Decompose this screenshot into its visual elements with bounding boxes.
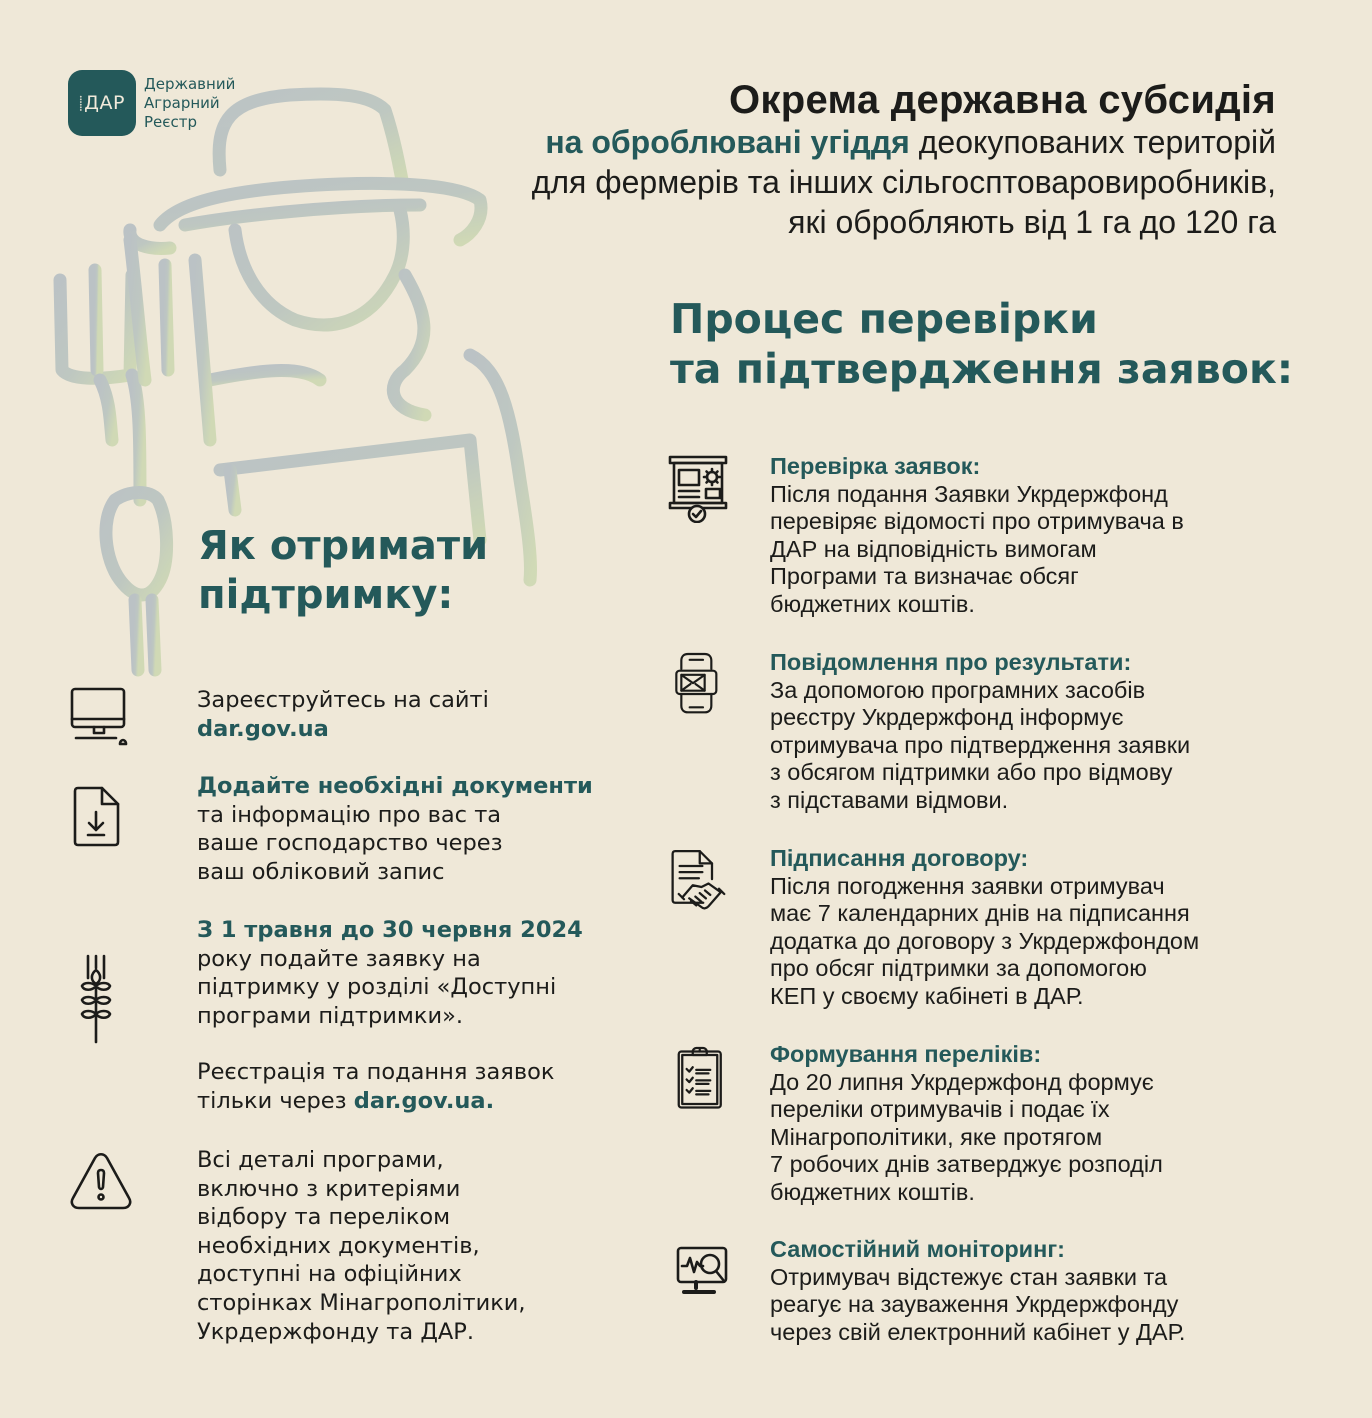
headline-line-2 — [532, 122, 1276, 162]
process-step-lists — [666, 1041, 1306, 1207]
step-line: з обсягом підтримки або про відмову — [770, 759, 1173, 786]
headline-title: Окрема державна субсидія — [728, 78, 1276, 122]
step-line: доступні на офіційних — [197, 1261, 462, 1288]
process-step-check — [666, 453, 1306, 619]
headline-line-4: які обробляють від 1 га до 120 га — [788, 204, 1276, 240]
step-line: про обсяг підтримки за допомогою — [770, 955, 1147, 982]
step-line: тільки через — [197, 1087, 354, 1114]
step-line: Всі деталі програми, — [197, 1147, 444, 1173]
step-title: Перевірка заявок: — [770, 453, 981, 479]
step-line: відбору та переліком — [197, 1204, 451, 1231]
warning-icon — [68, 1150, 134, 1212]
logo-abbr: ДАР — [84, 92, 125, 114]
howto-title — [198, 522, 488, 620]
step-line: За допомогою програмних засобів — [770, 676, 1146, 703]
headline-line-3: для фермерів та інших сільгосптоваровиробників, — [531, 164, 1276, 200]
step-text — [770, 453, 1184, 619]
step-line: з підставами відмови. — [770, 786, 1009, 813]
step-line: переліки отримувачів і подає їх — [770, 1096, 1110, 1123]
step-line: Після погодження заявки отримувач — [770, 872, 1165, 899]
headline-line-2-rest: деокупованих територій — [909, 124, 1276, 160]
step-line: ваше господарство через — [197, 830, 503, 857]
step-line: отримувача про підтвердження заявки — [770, 731, 1191, 758]
step-line: бюджетних коштів. — [770, 590, 975, 617]
step-line: включно з критеріями — [197, 1175, 461, 1202]
logo-line-3: Реєстр — [144, 112, 198, 131]
headline-highlight: на оброблювані угіддя — [545, 124, 910, 160]
step-line: року подайте заявку на — [197, 945, 481, 972]
process-step-notify — [666, 649, 1306, 815]
step-text — [197, 916, 583, 1116]
step-text — [770, 1236, 1185, 1346]
process-title-line-1: Процес перевірки — [670, 295, 1098, 343]
step-line: бюджетних коштів. — [770, 1178, 975, 1205]
settings-window-check-icon — [666, 453, 730, 523]
step-line: необхідних документів, — [197, 1232, 480, 1259]
logo-line-2: Аграрний — [144, 93, 220, 112]
howto-title-line-1: Як отримати — [198, 523, 489, 569]
step-text — [197, 772, 593, 886]
process-title-line-2: та підтвердження заявок: — [670, 345, 1294, 393]
step-line: реагує на зауваження Укрдержфонду — [770, 1291, 1179, 1318]
step-line: Мінагрополітики, яке протягом — [770, 1123, 1103, 1150]
step-line: Програми та визначає обсяг — [770, 563, 1079, 590]
logo-badge — [68, 70, 136, 136]
wheat-icon: ⸽ — [79, 95, 84, 112]
dar-link[interactable]: dar.gov.ua — [197, 715, 329, 742]
step-line: додатка до договору з Укрдержфондом — [770, 927, 1200, 954]
step-line: КЕП у своєму кабінеті в ДАР. — [770, 982, 1084, 1009]
step-line: та інформацію про вас та — [197, 801, 502, 828]
step-line: 7 робочих днів затверджує розподіл — [770, 1151, 1163, 1178]
step-title: Формування переліків: — [770, 1041, 1042, 1067]
step-text — [770, 1041, 1163, 1207]
headline — [532, 78, 1276, 242]
process-step-monitoring — [666, 1236, 1306, 1346]
step-line: сторінках Мінагрополітики, — [197, 1289, 526, 1316]
logo-line-1: Державний — [144, 74, 236, 93]
step-line: Після подання Заявки Укрдержфонд — [770, 480, 1168, 507]
computer-icon — [68, 686, 130, 750]
step-highlight: З 1 травня до 30 червня 2024 — [197, 917, 583, 943]
step-title: Підписання договору: — [770, 845, 1029, 871]
step-line: через свій електронний кабінет у ДАР. — [770, 1318, 1186, 1345]
phone-mail-icon — [666, 649, 730, 719]
step-text — [770, 845, 1199, 1011]
step-line: Укрдержфонду та ДАР. — [197, 1318, 475, 1345]
clipboard-checklist-icon — [666, 1041, 730, 1111]
dar-link[interactable]: dar.gov.ua. — [353, 1087, 495, 1114]
step-line: Отримувач відстежує стан заявки та — [770, 1263, 1168, 1290]
howto-title-line-2: підтримку: — [198, 572, 454, 618]
logo-text — [144, 75, 235, 132]
document-handshake-icon — [666, 845, 730, 915]
step-line: підтримку у розділі «Доступні — [197, 974, 557, 1001]
step-line: ваш обліковий запис — [197, 858, 445, 885]
step-text — [197, 1146, 526, 1346]
step-title: Повідомлення про результати: — [770, 649, 1132, 675]
step-line: перевіряє відомості про отримувача в — [770, 508, 1184, 535]
step-line: Зареєструйтесь на сайті — [197, 687, 489, 713]
step-title: Самостійний моніторинг: — [770, 1236, 1065, 1262]
step-highlight: Додайте необхідні документи — [197, 773, 593, 799]
step-line: програми підтримки». — [197, 1002, 464, 1029]
process-title — [670, 294, 1293, 394]
step-text — [197, 686, 489, 743]
dar-logo[interactable] — [68, 70, 235, 136]
step-text — [770, 649, 1190, 815]
step-line: реєстру Укрдержфонд інформує — [770, 704, 1124, 731]
step-line: Реєстрація та подання заявок — [197, 1059, 555, 1086]
file-download-icon — [68, 784, 124, 848]
monitor-search-icon — [666, 1236, 730, 1306]
wheat-ear-icon — [68, 952, 124, 1046]
process-step-sign — [666, 845, 1306, 1011]
step-line: ДАР на відповідність вимогам — [770, 535, 1097, 562]
step-line: До 20 липня Укрдержфонд формує — [770, 1068, 1154, 1095]
step-line: має 7 календарних днів на підписання — [770, 900, 1190, 927]
